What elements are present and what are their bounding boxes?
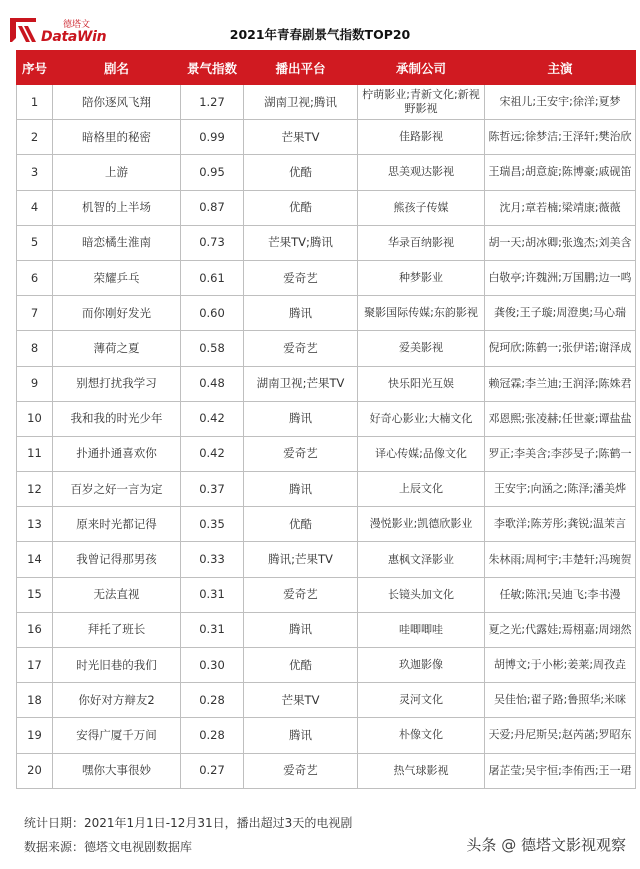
header-company: 承制公司 [358,51,485,85]
header-drama-name: 剧名 [53,51,181,85]
cell-index: 0.73 [181,225,244,260]
cell-drama-name: 我曾记得那男孩 [53,542,181,577]
cell-rank: 13 [17,507,53,542]
cell-index: 0.95 [181,155,244,190]
cell-drama-name: 时光旧巷的我们 [53,648,181,683]
cell-company: 华录百纳影视 [358,225,485,260]
cell-drama-name: 我和我的时光少年 [53,401,181,436]
table-row [17,120,636,155]
cell-company: 聚影国际传媒;东韵影视 [358,296,485,331]
cell-company: 灵河文化 [358,683,485,718]
cell-rank: 1 [17,85,53,120]
cell-rank: 6 [17,260,53,295]
cell-company: 朴像文化 [358,718,485,753]
cell-index: 0.60 [181,296,244,331]
cell-index: 0.28 [181,718,244,753]
cell-platform: 腾讯 [244,472,358,507]
table-row [17,753,636,788]
cell-rank: 18 [17,683,53,718]
cell-drama-name: 薄荷之夏 [53,331,181,366]
cell-cast: 李歌洋;陈芳彤;龚锐;温茉言 [485,507,636,542]
cell-rank: 20 [17,753,53,788]
table-row [17,85,636,120]
cell-platform: 腾讯 [244,718,358,753]
table-row [17,648,636,683]
cell-cast: 赖冠霖;李兰迪;王润泽;陈姝君 [485,366,636,401]
cell-cast: 王安宇;向涵之;陈泽;潘美烨 [485,472,636,507]
cell-platform: 腾讯 [244,401,358,436]
cell-platform: 芒果TV;腾讯 [244,225,358,260]
cell-rank: 2 [17,120,53,155]
cell-cast: 吴佳怡;翟子路;鲁照华;米咪 [485,683,636,718]
cell-company: 译心传媒;品像文化 [358,436,485,471]
cell-index: 0.30 [181,648,244,683]
cell-cast: 沈月;章若楠;梁靖康;薇薇 [485,190,636,225]
cell-cast: 天爱;丹尼斯吴;赵芮菡;罗昭东 [485,718,636,753]
table-row [17,155,636,190]
cell-index: 0.28 [181,683,244,718]
cell-rank: 4 [17,190,53,225]
cell-drama-name: 安得广厦千万间 [53,718,181,753]
table-row [17,718,636,753]
cell-drama-name: 荣耀乒乓 [53,260,181,295]
cell-drama-name: 暗恋橘生淮南 [53,225,181,260]
cell-company: 种梦影业 [358,260,485,295]
footer-source: 数据来源：德塔文电视剧数据库 [24,840,193,854]
table-row [17,472,636,507]
table-row [17,260,636,295]
cell-drama-name: 别想打扰我学习 [53,366,181,401]
cell-platform: 优酷 [244,155,358,190]
cell-index: 0.58 [181,331,244,366]
cell-platform: 腾讯;芒果TV [244,542,358,577]
cell-index: 0.35 [181,507,244,542]
cell-drama-name: 你好对方辩友2 [53,683,181,718]
table-row [17,436,636,471]
page-title: 2021年青春剧景气指数TOP20 [229,27,411,42]
table-row [17,225,636,260]
cell-cast: 陈哲远;徐梦洁;王泽轩;樊治欣 [485,120,636,155]
cell-company: 快乐阳光互娱 [358,366,485,401]
table-row [17,190,636,225]
cell-company: 惠枫文泽影业 [358,542,485,577]
cell-company: 玖迦影像 [358,648,485,683]
cell-rank: 5 [17,225,53,260]
cell-drama-name: 陪你逐风飞翔 [53,85,181,120]
cell-platform: 优酷 [244,507,358,542]
cell-cast: 任敏;陈汛;吴迪飞;李书漫 [485,577,636,612]
cell-company: 好奇心影业;大楠文化 [358,401,485,436]
cell-platform: 腾讯 [244,612,358,647]
table-row [17,507,636,542]
cell-rank: 14 [17,542,53,577]
cell-cast: 朱林雨;周柯宇;丰楚轩;冯琬贺 [485,542,636,577]
cell-index: 0.42 [181,436,244,471]
cell-rank: 11 [17,436,53,471]
cell-company: 熊孩子传媒 [358,190,485,225]
header-cast: 主演 [485,51,636,85]
table-row [17,331,636,366]
cell-platform: 腾讯 [244,296,358,331]
cell-index: 0.99 [181,120,244,155]
cell-company: 上辰文化 [358,472,485,507]
cell-rank: 8 [17,331,53,366]
table-body [17,85,636,789]
header-rank: 序号 [17,51,53,85]
header-index: 景气指数 [181,51,244,85]
cell-drama-name: 上游 [53,155,181,190]
table-row [17,366,636,401]
cell-index: 0.31 [181,612,244,647]
cell-drama-name: 暗格里的秘密 [53,120,181,155]
cell-index: 0.61 [181,260,244,295]
cell-company: 长镜头加文化 [358,577,485,612]
cell-platform: 爱奇艺 [244,331,358,366]
cell-drama-name: 嘿你大事很妙 [53,753,181,788]
cell-cast: 王瑞昌;胡意旋;陈博豪;戚砚笛 [485,155,636,190]
cell-drama-name: 而你刚好发光 [53,296,181,331]
cell-company: 思美观达影视 [358,155,485,190]
ranking-table [16,50,636,789]
cell-platform: 芒果TV [244,120,358,155]
cell-company: 佳路影视 [358,120,485,155]
cell-rank: 16 [17,612,53,647]
cell-index: 1.27 [181,85,244,120]
cell-platform: 爱奇艺 [244,436,358,471]
table-row [17,683,636,718]
cell-platform: 爱奇艺 [244,753,358,788]
cell-drama-name: 拜托了班长 [53,612,181,647]
table-row [17,296,636,331]
cell-index: 0.37 [181,472,244,507]
cell-index: 0.33 [181,542,244,577]
cell-cast: 倪珂欣;陈鹤一;张伊诺;谢泽成 [485,331,636,366]
cell-company: 哇唧唧哇 [358,612,485,647]
watermark-platform: 头条 [466,836,497,854]
cell-company: 热气球影视 [358,753,485,788]
cell-index: 0.48 [181,366,244,401]
table-row [17,612,636,647]
table-row [17,577,636,612]
cell-platform: 爱奇艺 [244,260,358,295]
cell-platform: 优酷 [244,648,358,683]
cell-index: 0.31 [181,577,244,612]
cell-rank: 17 [17,648,53,683]
cell-cast: 邓恩熙;张凌赫;任世豪;谭盐盐 [485,401,636,436]
cell-drama-name: 无法直视 [53,577,181,612]
cell-index: 0.87 [181,190,244,225]
cell-platform: 爱奇艺 [244,577,358,612]
cell-rank: 3 [17,155,53,190]
logo-cn-text: 德塔文 [63,20,91,30]
cell-cast: 屠芷莹;吴宇恒;李侑西;王一珺 [485,753,636,788]
watermark [466,834,626,855]
cell-platform: 湖南卫视;芒果TV [244,366,358,401]
cell-company: 柠萌影业;青新文化;新视野影视 [358,85,485,120]
cell-drama-name: 原来时光都记得 [53,507,181,542]
cell-cast: 龚俊;王子璇;周澄奥;马心瑞 [485,296,636,331]
cell-rank: 12 [17,472,53,507]
cell-drama-name: 百岁之好一言为定 [53,472,181,507]
cell-company: 漫悦影业;凯德欣影业 [358,507,485,542]
cell-cast: 胡一天;胡冰卿;张逸杰;刘美含 [485,225,636,260]
cell-platform: 芒果TV [244,683,358,718]
header-platform: 播出平台 [244,51,358,85]
cell-rank: 9 [17,366,53,401]
cell-cast: 罗正;李美含;李莎旻子;陈鹤一 [485,436,636,471]
watermark-handle: 德塔文影视观察 [520,836,626,854]
cell-cast: 胡博文;于小彬;姜莱;周孜垚 [485,648,636,683]
cell-platform: 湖南卫视;腾讯 [244,85,358,120]
table-row [17,542,636,577]
cell-platform: 优酷 [244,190,358,225]
cell-cast: 白敬亭;许魏洲;万国鹏;边一鸣 [485,260,636,295]
cell-cast: 宋祖儿;王安宇;徐洋;夏梦 [485,85,636,120]
cell-drama-name: 扑通扑通喜欢你 [53,436,181,471]
table-header-row [17,51,636,85]
at-icon: @ [501,836,517,854]
cell-rank: 10 [17,401,53,436]
logo-en-text: DataWin [41,29,107,45]
cell-cast: 夏之光;代露娃;焉栩嘉;周翊然 [485,612,636,647]
table-row [17,401,636,436]
cell-company: 爱美影视 [358,331,485,366]
cell-rank: 7 [17,296,53,331]
cell-drama-name: 机智的上半场 [53,190,181,225]
cell-index: 0.42 [181,401,244,436]
footer-stat-date: 统计日期：2021年1月1日-12月31日，播出超过3天的电视剧 [24,816,353,830]
cell-rank: 19 [17,718,53,753]
cell-rank: 15 [17,577,53,612]
cell-index: 0.27 [181,753,244,788]
